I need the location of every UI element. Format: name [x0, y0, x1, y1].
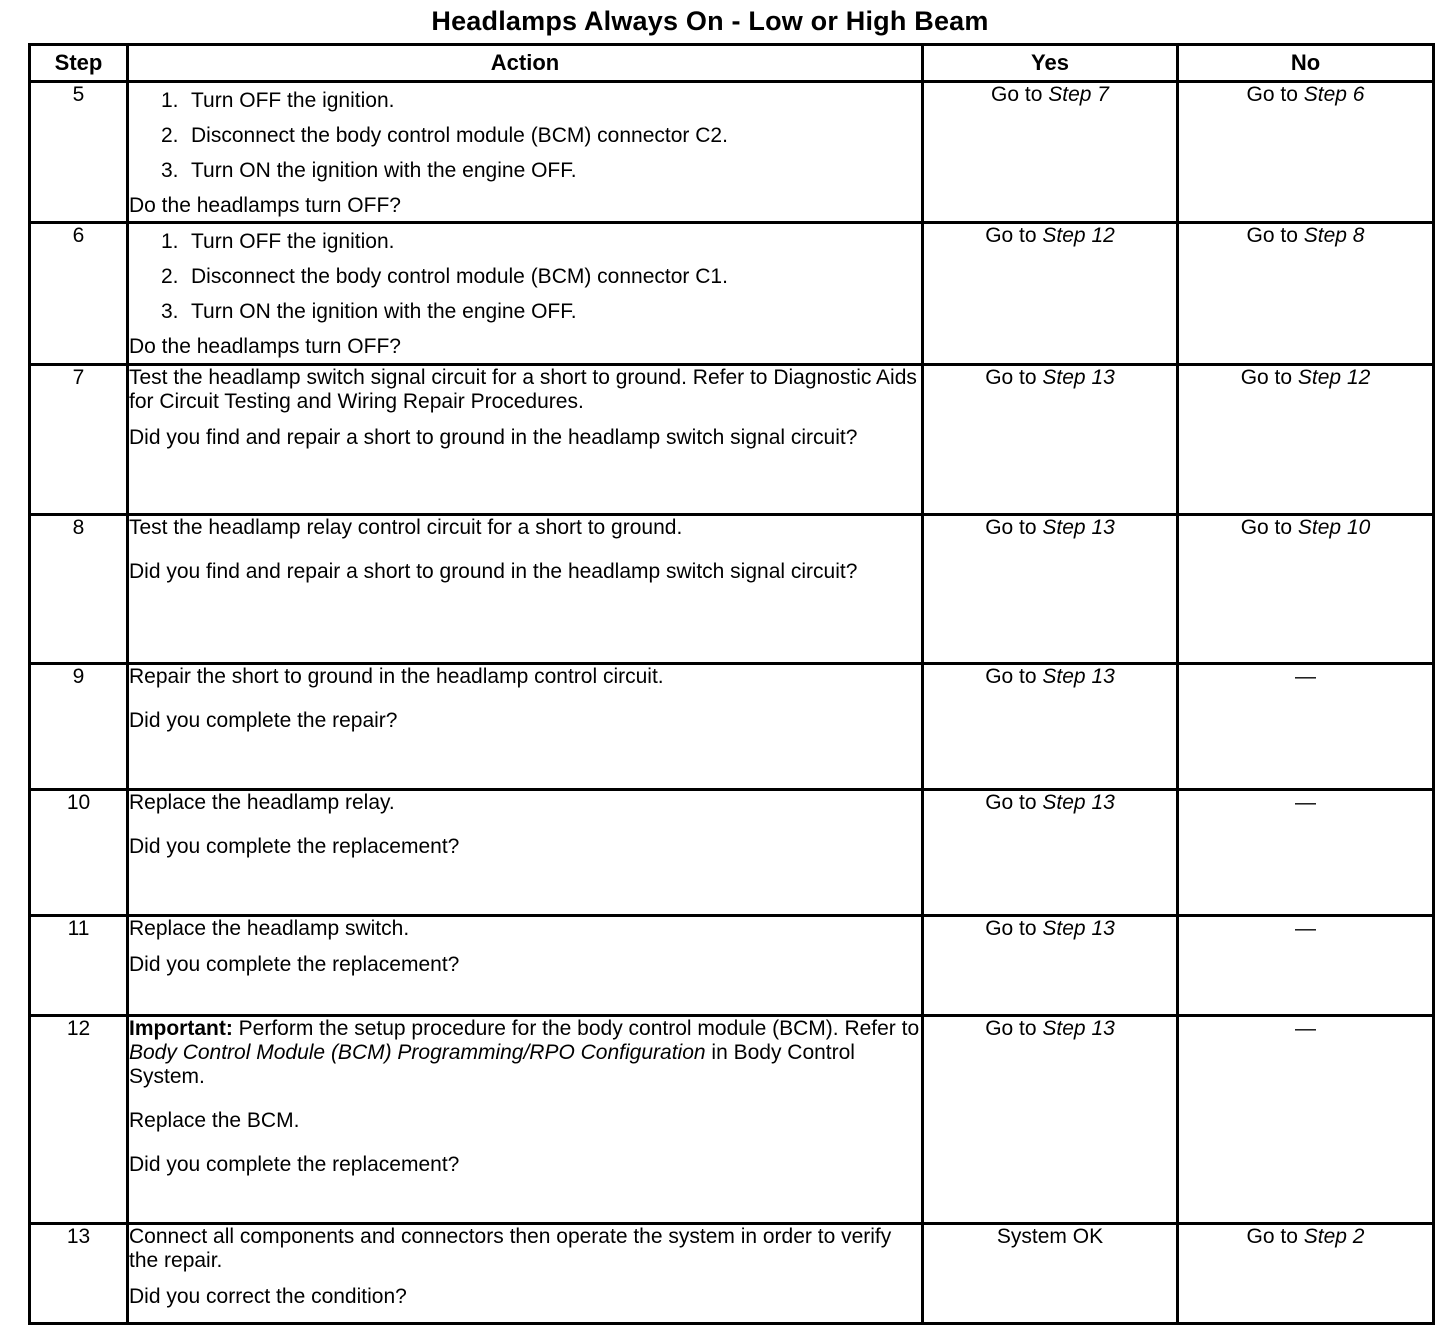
action-cell — [128, 82, 923, 223]
action-cell — [128, 916, 923, 1016]
action-text: Replace the headlamp switch. — [129, 917, 410, 940]
step-number: 6 — [30, 223, 128, 365]
list-item — [161, 265, 921, 289]
go-to-text: Go to — [991, 83, 1043, 106]
go-to-text: Go to — [1240, 516, 1293, 539]
list-item — [161, 230, 921, 254]
action-question: Do the headlamps turn OFF? — [129, 334, 401, 358]
table-row — [30, 82, 1434, 223]
action-text: Test the headlamp switch signal circuit for a short to ground. Refer to Diagnostic Aids for Circuit Testing and Wiring Repair Procedures. — [129, 366, 917, 413]
action-cell — [128, 515, 923, 664]
list-text: Turn ON the ignition with the engine OFF. — [191, 299, 577, 323]
list-number: 2. — [161, 123, 179, 147]
table-row — [30, 515, 1434, 664]
header-yes: Yes — [923, 45, 1178, 82]
header-step: Step — [30, 45, 128, 82]
list-item — [161, 159, 921, 183]
yes-cell: System OK — [923, 1224, 1178, 1324]
step-ref: Step 10 — [1297, 516, 1371, 539]
action-question: Did you complete the replacement? — [129, 1152, 460, 1176]
action-list — [129, 230, 921, 324]
step-number: 8 — [30, 515, 128, 664]
action-text: Replace the headlamp relay. — [129, 791, 395, 814]
no-cell: — — [1178, 1016, 1434, 1224]
yes-cell — [923, 916, 1178, 1016]
important-label: Important: — [129, 1017, 233, 1040]
important-note — [129, 1017, 921, 1089]
step-ref: Step 13 — [1042, 917, 1115, 940]
table-row — [30, 790, 1434, 916]
action-question: Did you complete the replacement? — [129, 834, 460, 858]
go-to-text: Go to — [1240, 366, 1293, 389]
go-to-text: Go to — [985, 224, 1037, 247]
action-cell — [128, 790, 923, 916]
no-cell — [1178, 1224, 1434, 1324]
step-ref: Step 6 — [1303, 83, 1365, 106]
list-number: 1. — [161, 230, 179, 253]
go-to-text: Go to — [985, 1017, 1037, 1040]
table-row — [30, 1016, 1434, 1224]
action-cell — [128, 223, 923, 365]
list-item — [161, 89, 921, 113]
action-question: Did you find and repair a short to ground in the headlamp switch signal circuit? — [129, 559, 858, 583]
step-number: 12 — [30, 1016, 128, 1224]
no-cell — [1178, 365, 1434, 515]
action-question: Did you complete the repair? — [129, 708, 398, 732]
step-number: 10 — [30, 790, 128, 916]
table-row — [30, 664, 1434, 790]
step-number: 9 — [30, 664, 128, 790]
step-ref: Step 13 — [1042, 516, 1115, 539]
step-number: 13 — [30, 1224, 128, 1324]
action-cell — [128, 1016, 923, 1224]
table-row — [30, 365, 1434, 515]
list-item — [161, 124, 921, 148]
yes-cell — [923, 515, 1178, 664]
go-to-text: Go to — [985, 917, 1037, 940]
action-list — [129, 89, 921, 183]
go-to-text: Go to — [985, 516, 1037, 539]
step-ref: Step 13 — [1042, 1017, 1115, 1040]
go-to-text: Go to — [985, 366, 1037, 389]
go-to-text: Go to — [1246, 224, 1298, 247]
step-ref: Step 13 — [1042, 791, 1115, 814]
list-number: 1. — [161, 89, 179, 112]
step-ref: Step 12 — [1042, 224, 1115, 247]
step-ref: Step 13 — [1042, 665, 1115, 688]
page-title: Headlamps Always On - Low or High Beam — [431, 6, 989, 36]
step-ref: Step 13 — [1042, 366, 1115, 389]
action-text: Connect all components and connectors then operate the system in order to verify the repair. — [129, 1225, 892, 1272]
action-cell — [128, 664, 923, 790]
step-ref: Step 2 — [1303, 1225, 1365, 1248]
list-number: 3. — [161, 158, 179, 182]
important-text: Perform the setup procedure for the body control module (BCM). Refer to — [232, 1017, 920, 1040]
important-text-end: in Body Control System. — [129, 1040, 855, 1088]
list-number: 2. — [161, 264, 179, 288]
list-number: 3. — [161, 299, 179, 323]
action-cell — [128, 1224, 923, 1324]
action-cell — [128, 365, 923, 515]
yes-cell — [923, 223, 1178, 365]
table-row — [30, 916, 1434, 1016]
action-question: Did you correct the condition? — [129, 1284, 407, 1308]
list-item — [161, 300, 921, 324]
action-text: Test the headlamp relay control circuit for a short to ground. — [129, 516, 683, 539]
no-cell: — — [1178, 916, 1434, 1016]
no-cell — [1178, 223, 1434, 365]
yes-cell — [923, 365, 1178, 515]
step-ref: Step 12 — [1297, 366, 1371, 389]
yes-cell — [923, 790, 1178, 916]
action-question: Do the headlamps turn OFF? — [129, 193, 401, 217]
list-text: Turn ON the ignition with the engine OFF. — [191, 158, 577, 182]
step-number: 5 — [30, 82, 128, 223]
action-text: Repair the short to ground in the headlamp control circuit. — [129, 665, 664, 688]
yes-cell — [923, 1016, 1178, 1224]
step-number: 7 — [30, 365, 128, 515]
action-text: Replace the BCM. — [129, 1108, 300, 1132]
go-to-text: Go to — [985, 665, 1037, 688]
step-number: 11 — [30, 916, 128, 1016]
no-cell — [1178, 515, 1434, 664]
go-to-text: Go to — [1246, 83, 1298, 106]
diagnostic-table — [28, 43, 1435, 1325]
no-cell: — — [1178, 790, 1434, 916]
header-no: No — [1178, 45, 1434, 82]
table-row — [30, 1224, 1434, 1324]
go-to-text: Go to — [1246, 1225, 1298, 1248]
list-text: Disconnect the body control module (BCM) connector C1. — [191, 264, 728, 288]
action-question: Did you find and repair a short to ground in the headlamp switch signal circuit? — [129, 425, 858, 449]
action-question: Did you complete the replacement? — [129, 952, 460, 976]
go-to-text: Go to — [985, 791, 1037, 814]
list-text: Turn OFF the ignition. — [191, 89, 395, 112]
yes-cell — [923, 664, 1178, 790]
step-ref: Step 7 — [1048, 83, 1109, 106]
header-action: Action — [128, 45, 923, 82]
list-text: Disconnect the body control module (BCM) connector C2. — [191, 123, 728, 147]
important-reference: Body Control Module (BCM) Programming/RPO Configuration — [129, 1040, 706, 1064]
yes-cell — [923, 82, 1178, 223]
list-text: Turn OFF the ignition. — [191, 230, 395, 253]
step-ref: Step 8 — [1303, 224, 1365, 247]
no-cell — [1178, 82, 1434, 223]
table-row — [30, 223, 1434, 365]
no-cell: — — [1178, 664, 1434, 790]
header-row — [30, 45, 1434, 82]
